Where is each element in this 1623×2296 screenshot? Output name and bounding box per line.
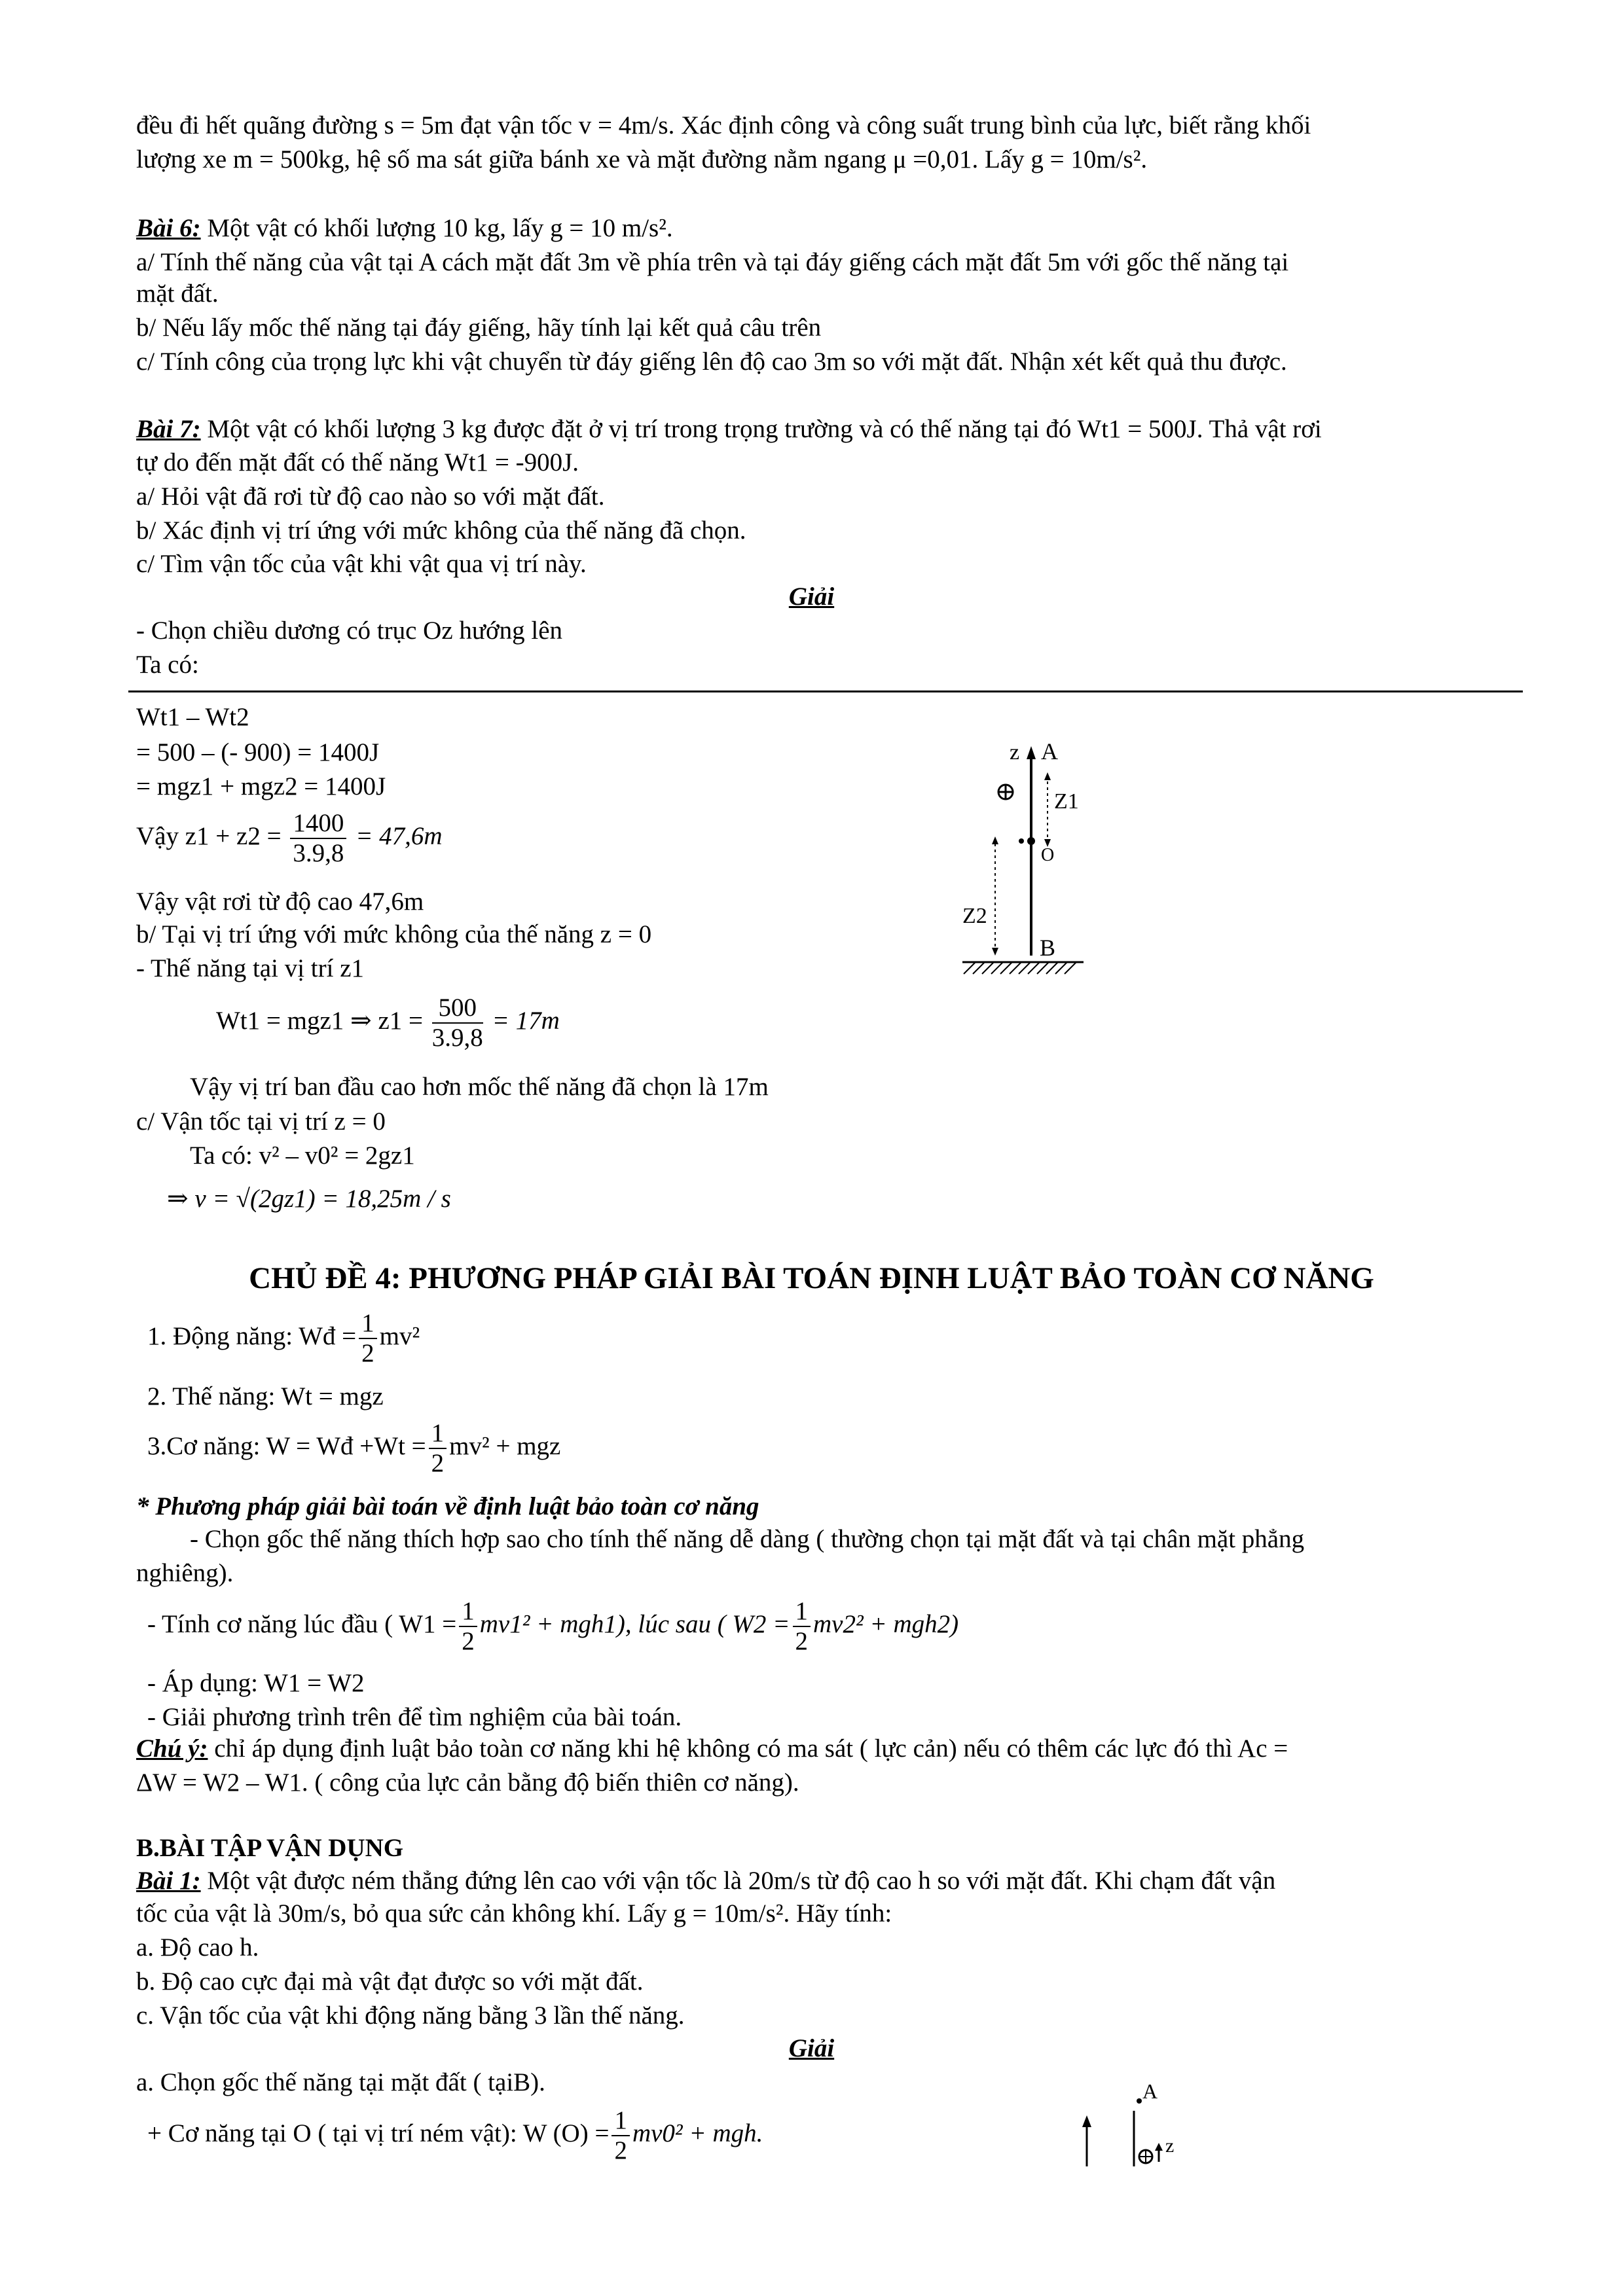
fig-label-z: z xyxy=(1010,740,1020,764)
bai1-figure xyxy=(1074,2075,1231,2173)
partB-bai1-text1: Một vật được ném thẳng đứng lên cao với vận tốc là 20m/s từ độ cao h so với mặt đất. Khi chạm đất vận xyxy=(200,1867,1276,1895)
bai7-text2: tự do đến mặt đất có thế năng Wt1 = -900J. xyxy=(136,448,579,476)
pp2-fraction-1 xyxy=(459,1597,477,1656)
pp2-den-1: 2 xyxy=(462,1627,475,1655)
bai7-b: b/ Xác định vị trí ứng với mức không của thế năng đã chọn. xyxy=(136,516,746,545)
bai7-work-10: c/ Vận tốc tại vị trí z = 0 xyxy=(136,1107,386,1136)
partB-bai1-line1 xyxy=(136,1865,1275,1897)
f1-num: 1 xyxy=(359,1309,377,1339)
fig2-label-A: A xyxy=(1142,2079,1158,2103)
intro-line-1: đều đi hết quãng đường s = 5m đạt vận tốc v = 4m/s. Xác định công và công suất trung bình của lực, biết rằng khối xyxy=(136,111,1311,139)
f3-post: mv² + mgz xyxy=(449,1431,561,1460)
fig-label-O: O xyxy=(1041,845,1055,865)
partB-c: c. Vận tốc của vật khi động năng bằng 3 lần thế năng. xyxy=(136,2001,685,2030)
bai7-work-8-fraction xyxy=(432,994,483,1052)
fig-ground-hatch xyxy=(964,962,1076,974)
partB-sol-2-num: 1 xyxy=(611,2106,630,2136)
fig-label-Z2: Z2 xyxy=(962,904,987,928)
pp2-pre: - Tính cơ năng lúc đầu ( W1 = xyxy=(147,1609,457,1638)
partB-bai1-label: Bài 1: xyxy=(136,1867,201,1895)
partB-sol-2-den: 2 xyxy=(614,2136,627,2164)
bai7-work-8 xyxy=(216,994,560,1052)
fig2-label-z: z xyxy=(1165,2135,1175,2157)
bai7-work-4-post: = 47,6m xyxy=(356,821,443,850)
bai7-giai-title: Giải xyxy=(788,583,835,611)
bai7-c: c/ Tìm vận tốc của vật khi vật qua vị trí này. xyxy=(136,550,587,578)
fig-point-O xyxy=(1027,837,1035,845)
bai7-work-12: ⇒ v = √(2gz1) = 18,25m / s xyxy=(167,1185,451,1213)
chude4-formula-2: 2. Thế năng: Wt = mgz xyxy=(147,1382,384,1410)
partB-sol-2-post: mv0² + mgh. xyxy=(632,2119,763,2147)
bai7-heading xyxy=(136,414,1322,445)
fig-label-A: A xyxy=(1041,740,1058,764)
pp2-mid: mv1² + mgh1), lúc sau ( W2 = xyxy=(479,1609,790,1638)
chude4-formula-3 xyxy=(147,1419,560,1478)
fig-label-Z1: Z1 xyxy=(1054,789,1079,814)
pp2-num-2: 1 xyxy=(793,1597,811,1627)
bai7-figure xyxy=(949,740,1106,995)
chude4-formula-1 xyxy=(147,1309,420,1368)
pp2-den-2: 2 xyxy=(795,1627,808,1655)
bai7-work-4 xyxy=(136,809,443,868)
f3-den: 2 xyxy=(431,1449,445,1477)
bai6-heading xyxy=(136,213,673,244)
partB-sol-1: a. Chọn gốc thế năng tại mặt đất ( tạiB). xyxy=(136,2068,545,2096)
bai7-text1: Một vật có khối lượng 3 kg được đặt ở vị trí trong trọng trường và có thế năng tại đó Wt1 = 500J. Thả vật rơi xyxy=(200,415,1322,443)
note-line-2: ΔW = W2 – W1. ( công của lực cản bằng độ biến thiên cơ năng). xyxy=(136,1768,799,1797)
bai7-a: a/ Hỏi vật đã rơi từ độ cao nào so với mặt đất. xyxy=(136,482,605,511)
bai7-work-8-pre: Wt1 = mgz1 ⇒ z1 = xyxy=(216,1006,424,1035)
bai6-b: b/ Nếu lấy mốc thế năng tại đáy giếng, hãy tính lại kết quả câu trên xyxy=(136,314,822,342)
pp-title: * Phương pháp giải bài toán về định luật bảo toàn cơ năng xyxy=(136,1492,759,1520)
bai7-work-9: Vậy vị trí ban đầu cao hơn mốc thế năng đã chọn là 17m xyxy=(190,1073,769,1101)
partB-title: B.BÀI TẬP VẬN DỤNG xyxy=(136,1834,404,1862)
partB-sol-2 xyxy=(147,2106,763,2165)
bai7-work-11: Ta có: v² – v0² = 2gz1 xyxy=(190,1141,415,1170)
bai7-work-4-pre: Vậy z1 + z2 = xyxy=(136,821,282,850)
f3-fraction xyxy=(429,1419,447,1478)
fig2-point-A xyxy=(1137,2098,1142,2104)
bai7-work-7: - Thế năng tại vị trí z1 xyxy=(136,954,365,982)
bai7-work-4-num: 1400 xyxy=(290,809,346,839)
bai6-label: Bài 6: xyxy=(136,214,201,242)
bai7-work-8-post: = 17m xyxy=(492,1006,560,1035)
pp-1b: nghiêng). xyxy=(136,1559,234,1587)
bai7-work-4-fraction xyxy=(290,809,346,868)
bai7-sol-1: - Chọn chiều dương có trục Oz hướng lên xyxy=(136,617,563,645)
bai7-label: Bài 7: xyxy=(136,415,201,443)
bai7-work-3: = mgz1 + mgz2 = 1400J xyxy=(136,772,386,800)
f1-post: mv² xyxy=(379,1321,420,1350)
bai7-work-8-den: 3.9,8 xyxy=(431,1024,483,1052)
partB-b: b. Độ cao cực đại mà vật đạt được so với mặt đất. xyxy=(136,1967,644,1996)
partB-a: a. Độ cao h. xyxy=(136,1933,259,1962)
partB-sol-2-pre: + Cơ năng tại O ( tại vị trí ném vật): W (O) = xyxy=(147,2119,610,2147)
note-text-1: chỉ áp dụng định luật bảo toàn cơ năng khi hệ không có ma sát ( lực cản) nếu có thêm các lực đó thì Ac = xyxy=(208,1734,1288,1763)
fig-point-left xyxy=(1019,838,1024,844)
intro-line-2: lượng xe m = 500kg, hệ số ma sát giữa bánh xe và mặt đường nằm ngang μ =0,01. Lấy g = 10m/s². xyxy=(136,145,1148,173)
bai6-a-line2: mặt đất. xyxy=(136,279,219,308)
pp-3: - Áp dụng: W1 = W2 xyxy=(147,1669,365,1697)
f3-pre: 3.Cơ năng: W = Wđ +Wt = xyxy=(147,1431,426,1460)
bai7-work-2: = 500 – (- 900) = 1400J xyxy=(136,738,380,766)
pp2-post: mv2² + mgh2) xyxy=(813,1609,959,1638)
chude4-title: CHỦ ĐỀ 4: PHƯƠNG PHÁP GIẢI BÀI TOÁN ĐỊNH LUẬT BẢO TOÀN CƠ NĂNG xyxy=(249,1261,1374,1295)
pp-4: - Giải phương trình trên để tìm nghiệm của bài toán. xyxy=(147,1703,682,1731)
section-divider xyxy=(128,691,1523,692)
bai6-text: Một vật có khối lượng 10 kg, lấy g = 10 m/s². xyxy=(200,214,673,242)
f1-fraction xyxy=(359,1309,377,1368)
fig2-velocity-arrowhead xyxy=(1082,2115,1091,2127)
fig-z2-arrow-bottom xyxy=(992,948,998,956)
bai7-work-5: Vậy vật rơi từ độ cao 47,6m xyxy=(136,888,424,916)
note-line-1 xyxy=(136,1733,1288,1765)
fig-label-B: B xyxy=(1040,935,1056,961)
bai7-work-8-num: 500 xyxy=(432,994,483,1024)
bai7-work-4-den: 3.9,8 xyxy=(293,839,344,867)
partB-giai-title: Giải xyxy=(788,2034,835,2062)
pp-2 xyxy=(147,1597,958,1656)
bai7-sol-2: Ta có: xyxy=(136,651,199,679)
note-label: Chú ý: xyxy=(136,1734,208,1763)
bai7-work-1: Wt1 – Wt2 xyxy=(136,703,249,731)
bai6-a-line1: a/ Tính thế năng của vật tại A cách mặt đất 3m về phía trên và tại đáy giếng cách mặt đất 5m với gốc thế năng tại xyxy=(136,248,1289,276)
fig-axis-arrow xyxy=(1027,746,1036,759)
fig-z2-arrow-top xyxy=(992,836,998,844)
bai6-c: c/ Tính công của trọng lực khi vật chuyển từ đáy giếng lên độ cao 3m so với mặt đất. Nhận xét kết quả thu được. xyxy=(136,348,1287,376)
pp2-num-1: 1 xyxy=(459,1597,477,1627)
fig2-z-arrowhead xyxy=(1155,2143,1163,2151)
f1-pre: 1. Động năng: Wđ = xyxy=(147,1321,357,1350)
bai7-work-6: b/ Tại vị trí ứng với mức không của thế năng z = 0 xyxy=(136,920,652,948)
f3-num: 1 xyxy=(429,1419,447,1449)
pp2-fraction-2 xyxy=(793,1597,811,1656)
fig-z1-arrow-top xyxy=(1044,772,1051,780)
partB-sol-2-fraction xyxy=(611,2106,630,2165)
pp-1a: - Chọn gốc thế năng thích hợp sao cho tính thế năng dễ dàng ( thường chọn tại mặt đất và tại chân mặt phẳng xyxy=(190,1525,1305,1553)
f1-den: 2 xyxy=(361,1339,374,1367)
partB-bai1-line2: tốc của vật là 30m/s, bỏ qua sức cản không khí. Lấy g = 10m/s². Hãy tính: xyxy=(136,1899,892,1928)
